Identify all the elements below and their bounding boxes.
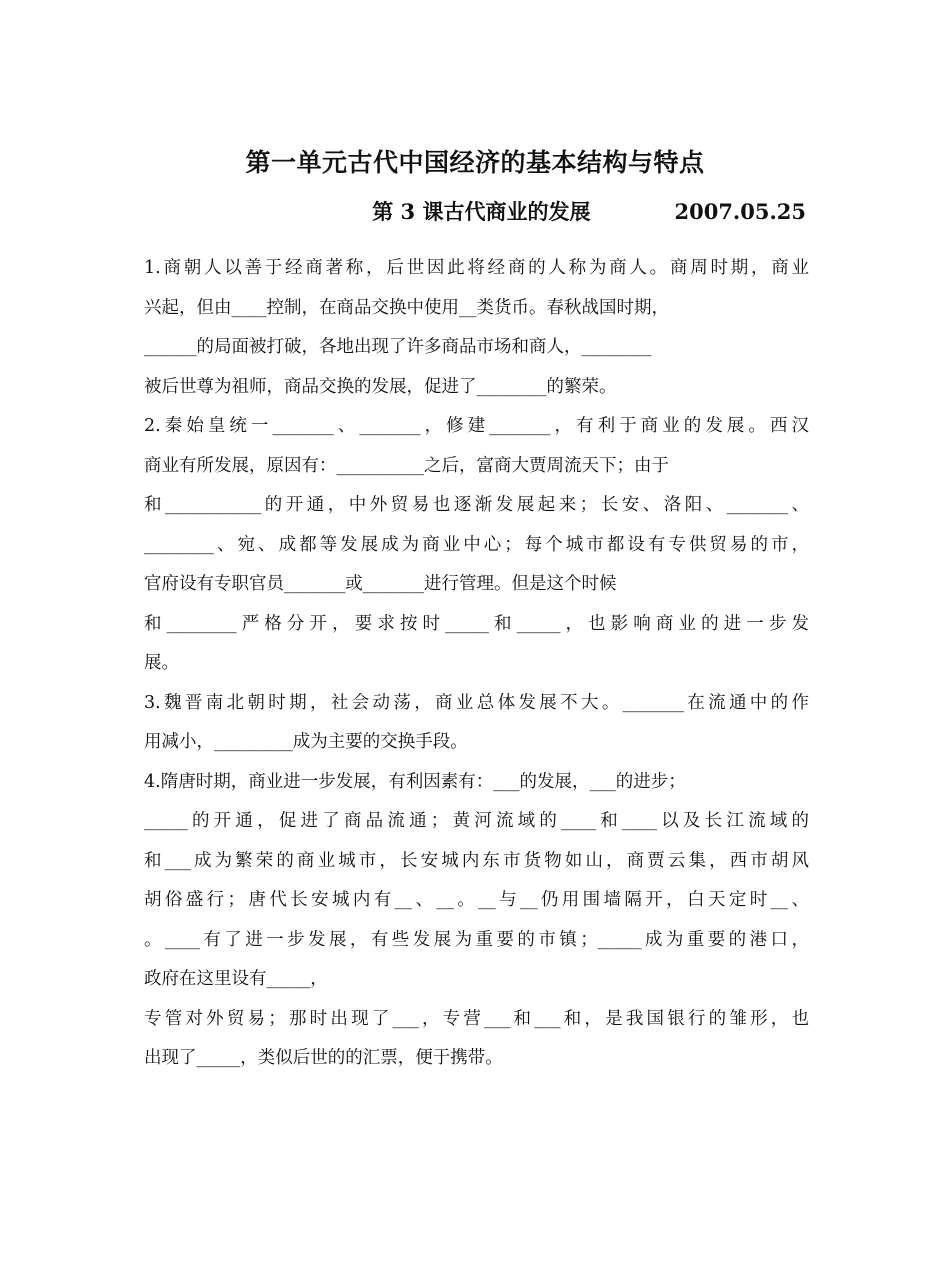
text-line: 用减小，_________成为主要的交换手段。 [144,732,468,752]
text-line: 1.商朝人以善于经商著称，后世因此将经商的人称为商人。商周时期，商业 [144,258,809,278]
text-line: 2.秦始皇统一_______、_______，修建_______，有利于商业的发展。西汉 [144,416,809,436]
text-line: 展。 [144,653,179,673]
text-line: _____的开通，促进了商品流通；黄河流域的____和____以及长江流域的 [144,811,809,831]
document-body [144,255,809,1085]
text-line: ______的局面被打破，各地出现了许多商品市场和商人，________ [144,337,652,357]
text-line: ________、宛、成都等发展成为商业中心；每个城市都设有专供贸易的市， [144,534,809,555]
text-line: 出现了_____，类似后世的的汇票，便于携带。 [144,1048,503,1068]
text-line: 兴起，但由____控制，在商品交换中使用__类货币。春秋战国时期， [144,297,669,318]
text-line: 3.魏晋南北朝时期，社会动荡，商业总体发展不大。_______在流通中的作 [144,692,809,713]
document-title: 第一单元古代中国经济的基本结构与特点 [245,148,705,177]
text-line: 胡俗盛行；唐代长安城内有__、__。__与__仍用围墙隔开，白天定时__、 [144,890,809,910]
text-line: 和___成为繁荣的商业城市，长安城内东市货物如山，商贾云集，西市胡风 [144,850,809,871]
text-line: 商业有所发展，原因有：__________之后，富商大贾周流天下；由于 [144,455,669,476]
text-line: 被后世尊为祖师，商品交换的发展，促进了________的繁荣。 [144,376,617,397]
text-line: 4.隋唐时期，商业进一步发展，有利因素有：___的发展，___的进步； [144,771,686,792]
text-line: 和________严格分开，要求按时_____和_____，也影响商业的进一步发 [144,613,809,634]
lesson-subtitle: 第 3 课古代商业的发展 2007.05.25 [372,199,806,224]
text-line: 。____有了进一步发展，有些发展为重要的市镇；_____成为重要的港口， [144,929,809,950]
text-line: 专管对外贸易；那时出现了___，专营___和___和，是我国银行的雏形，也 [144,1008,809,1029]
text-line: 和___________的开通，中外贸易也逐渐发展起来；长安、洛阳、_______、 [144,495,809,515]
text-line: 政府在这里设有_____， [144,969,328,989]
text-line: 官府设有专职官员_______或_______进行管理。但是这个时候 [144,574,617,594]
